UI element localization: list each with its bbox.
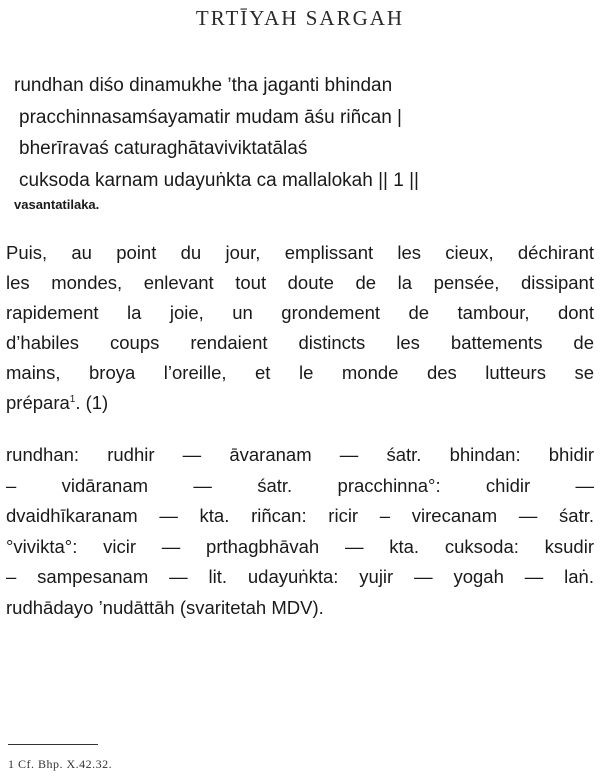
gloss-line: rudhādayo ’nudāttāh (svaritetah MDV).: [6, 596, 324, 618]
translation-line: mains, broya l’oreille, et le monde des lutteurs se: [6, 362, 594, 383]
translation-line: Puis, au point du jour, emplissant les cieux, déchirant: [6, 242, 594, 263]
verse-line: bherīravaś caturaghātaviviktatālaś: [19, 138, 308, 159]
gloss-line: – vidāranam — śatr. pracchinna°: chidir —: [6, 474, 594, 496]
footnote-marker: 1: [69, 393, 76, 405]
gloss-line: dvaidhīkaranam — kta. riñcan: ricir – virecanam — śatr.: [6, 505, 594, 526]
french-translation: [6, 238, 594, 418]
meter-label: vasantatilaka.: [14, 197, 100, 212]
gloss-line: rundhan: rudhir — āvaranam — śatr. bhindan: bhidir: [6, 444, 594, 465]
footnote-divider: [8, 744, 98, 745]
page-title: TRTĪYAH SARGAH: [195, 6, 405, 30]
verse-line: rundhan diśo dinamukhe ’tha jaganti bhindan: [14, 75, 393, 96]
translation-line: rapidement la joie, un grondement de tambour, dont: [6, 302, 594, 323]
gloss-line: °vivikta°: vicir — prthagbhāvah — kta. cuksoda: ksudir: [6, 535, 594, 557]
footnote: 1 Cf. Bhp. X.42.32.: [8, 757, 113, 771]
translation-line: les mondes, enlevant tout doute de la pensée, dissipant: [6, 272, 594, 293]
verse-line: cuksoda karnam udayuṅkta ca mallalokah || 1 ||: [19, 169, 419, 191]
sanskrit-verse: [14, 70, 574, 214]
translation-verse-number: . (1): [75, 392, 109, 413]
grammatical-gloss: [6, 440, 594, 623]
verse-line: pracchinnasamśayamatir mudam āśu riñcan |: [19, 106, 402, 128]
gloss-line: – sampesanam — lit. udayuṅkta: yujir — yogah — laṅ.: [6, 566, 594, 587]
translation-line: d’habiles coups rendaient distincts les battements de: [6, 332, 594, 353]
translation-line: [6, 388, 594, 418]
translation-last-word: prépara: [6, 392, 70, 413]
